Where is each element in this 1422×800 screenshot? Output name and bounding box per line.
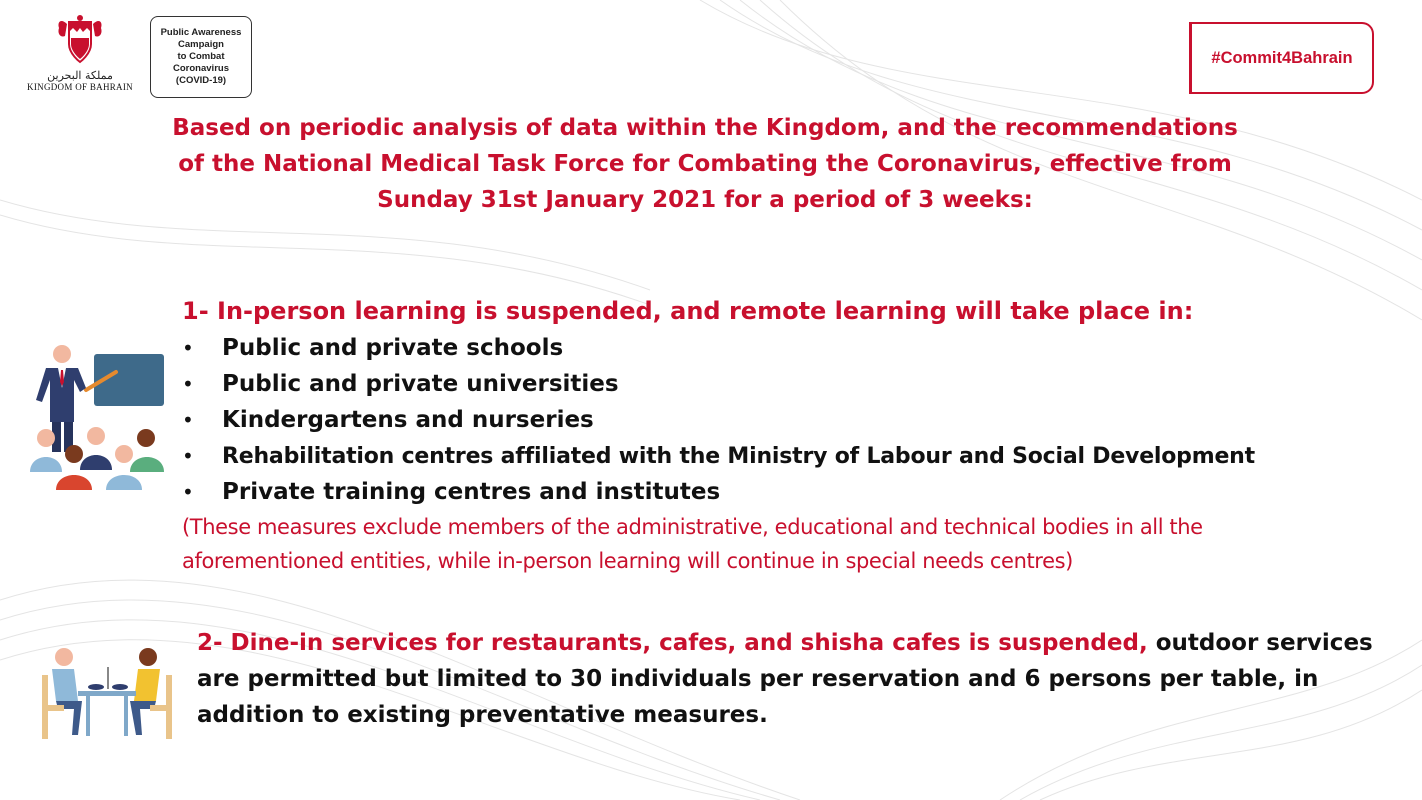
campaign-badge [150, 16, 252, 98]
note-line: (These measures exclude members of the administrative, educational and technical bodies in all the [182, 515, 1203, 539]
section1-heading: 1- In-person learning is suspended, and remote learning will take place in: [182, 297, 1194, 325]
list-item-text: Private training centres and institutes [222, 479, 721, 505]
list-item [182, 330, 1255, 366]
bullet-icon: • [182, 480, 194, 504]
campaign-line: Campaign [178, 39, 224, 50]
list-item-text: Kindergartens and nurseries [222, 407, 594, 433]
hashtag-text: #Commit4Bahrain [1211, 48, 1353, 67]
list-item-text: Rehabilitation centres affiliated with the Ministry of Labour and Social Development [222, 444, 1255, 469]
hashtag-badge [1189, 22, 1374, 94]
campaign-line: (COVID-19) [175, 75, 227, 86]
list-item [182, 438, 1255, 474]
crest-arabic-text: مملكة البحرين [47, 69, 113, 82]
section2-heading: 2- Dine-in services for restaurants, cafes, and shisha cafes is suspended, [197, 630, 1148, 656]
kingdom-logo [22, 14, 138, 100]
list-item [182, 474, 1255, 510]
list-item-text: Public and private schools [222, 335, 564, 361]
bullet-icon: • [182, 408, 194, 432]
list-item [182, 366, 1255, 402]
intro-line: Sunday 31st January 2021 for a period of 3 weeks: [377, 187, 1033, 213]
bahrain-crest-icon [55, 14, 105, 66]
intro-text [100, 110, 1310, 218]
campaign-line: Public Awareness [160, 27, 242, 38]
exclusion-note [182, 510, 1402, 578]
classroom-teacher-icon [24, 342, 176, 492]
bullet-icon: • [182, 336, 194, 360]
dining-people-icon [38, 645, 176, 743]
crest-english-text: KINGDOM OF BAHRAIN [27, 82, 133, 92]
section2-text [197, 625, 1387, 733]
intro-line: of the National Medical Task Force for Combating the Coronavirus, effective from [178, 151, 1232, 177]
learning-list [182, 330, 1255, 510]
section2-body: outdoor services are permitted but limited to 30 individuals per reservation and 6 persons per table, in addition to existing preventative measures. [197, 630, 1373, 728]
bullet-icon: • [182, 372, 194, 396]
campaign-line: Coronavirus [173, 63, 229, 74]
intro-line: Based on periodic analysis of data within the Kingdom, and the recommendations [172, 115, 1238, 141]
list-item-text: Public and private universities [222, 371, 619, 397]
campaign-line: to Combat [177, 51, 225, 62]
list-item [182, 402, 1255, 438]
note-line: aforementioned entities, while in-person learning will continue in special needs centres) [182, 549, 1073, 573]
bullet-icon: • [182, 444, 194, 468]
